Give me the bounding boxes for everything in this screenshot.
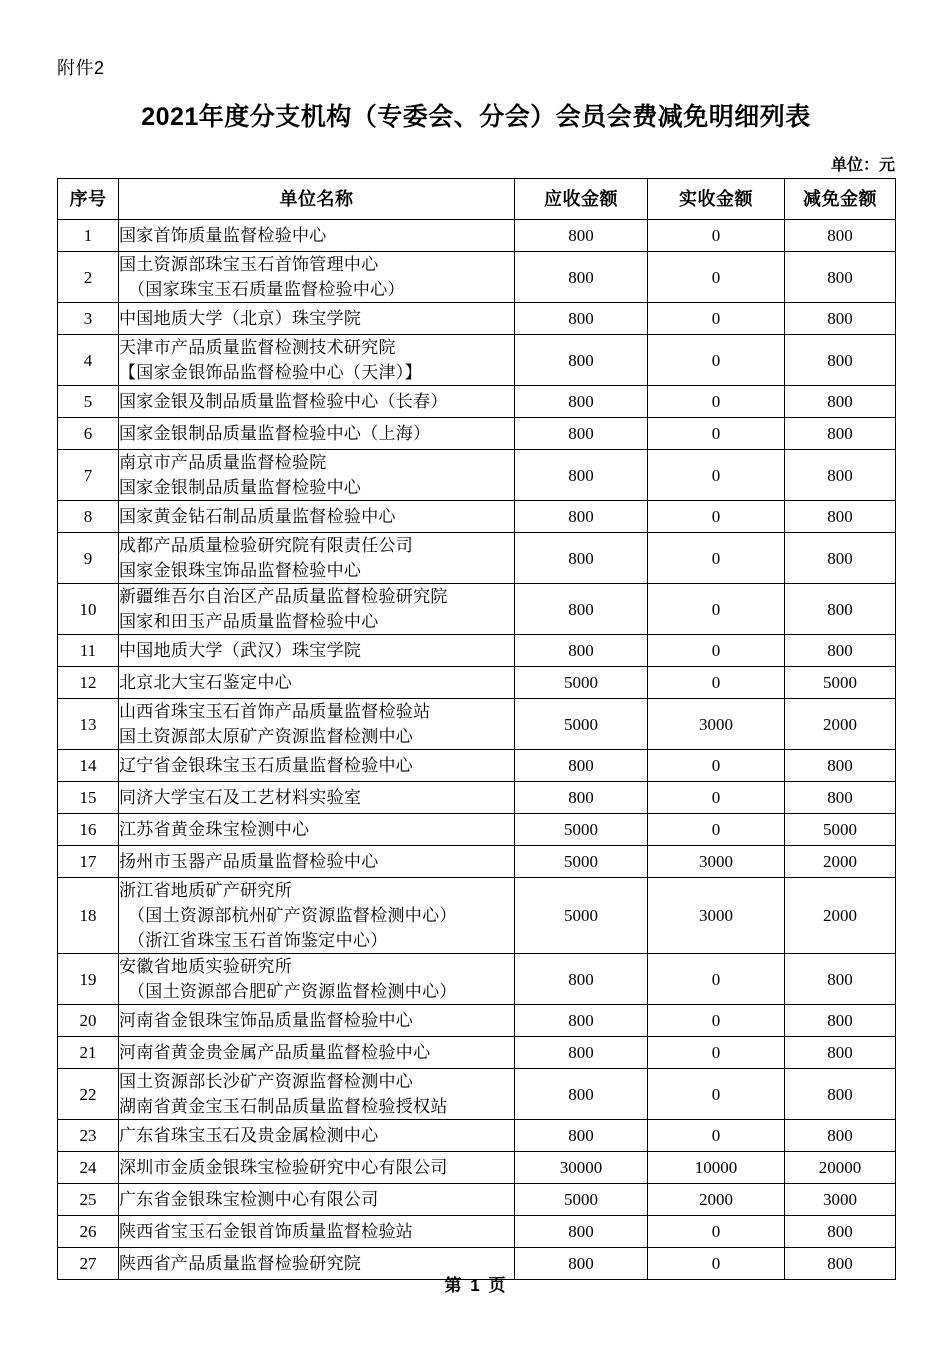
unit-name-line: 国家金银珠宝饰品监督检验中心: [119, 561, 362, 580]
unit-name-line: 中国地质大学（北京）珠宝学院: [119, 309, 362, 328]
unit-name-line: 河南省金银珠宝饰品质量监督检验中心: [119, 1011, 414, 1030]
cell-unit-name: [119, 418, 515, 450]
unit-name-line: 国家和田玉产品质量监督检验中心: [119, 612, 379, 631]
table-row: [58, 954, 896, 1005]
cell-seq: 4: [58, 335, 119, 386]
cell-due-amount: 800: [515, 303, 648, 335]
cell-paid-amount: 0: [648, 814, 785, 846]
attachment-label: 附件2: [57, 58, 105, 78]
table-row: [58, 878, 896, 954]
cell-paid-amount: 0: [648, 335, 785, 386]
cell-waived-amount: 800: [785, 1069, 896, 1120]
unit-name-line: （国土资源部杭州矿产资源监督检测中心）: [128, 906, 457, 925]
table-row: [58, 501, 896, 533]
unit-name-line: 同济大学宝石及工艺材料实验室: [119, 788, 362, 807]
cell-paid-amount: 0: [648, 418, 785, 450]
cell-unit-name: [119, 1005, 515, 1037]
unit-name-line: 深圳市金质金银珠宝检验研究中心有限公司: [119, 1158, 448, 1177]
cell-waived-amount: 20000: [785, 1152, 896, 1184]
unit-name-line: 国土资源部长沙矿产资源监督检测中心: [119, 1072, 414, 1091]
cell-seq: 14: [58, 750, 119, 782]
cell-paid-amount: 0: [648, 501, 785, 533]
cell-waived-amount: 800: [785, 635, 896, 667]
cell-seq: 16: [58, 814, 119, 846]
unit-name-line: 山西省珠宝玉石首饰产品质量监督检验站: [119, 702, 431, 721]
cell-paid-amount: 0: [648, 1216, 785, 1248]
cell-waived-amount: 800: [785, 501, 896, 533]
unit-name-line: （浙江省珠宝玉石首饰鉴定中心）: [128, 931, 388, 950]
cell-paid-amount: 0: [648, 1120, 785, 1152]
table-row: [58, 1184, 896, 1216]
cell-unit-name: [119, 846, 515, 878]
cell-waived-amount: 800: [785, 252, 896, 303]
cell-due-amount: 800: [515, 418, 648, 450]
unit-name-line: 陕西省产品质量监督检验研究院: [119, 1254, 362, 1273]
cell-waived-amount: 800: [785, 1216, 896, 1248]
cell-waived-amount: 800: [785, 584, 896, 635]
table-row: [58, 1037, 896, 1069]
cell-unit-name: [119, 1069, 515, 1120]
cell-paid-amount: 0: [648, 782, 785, 814]
unit-name-line: 国家黄金钻石制品质量监督检验中心: [119, 507, 396, 526]
cell-seq: 11: [58, 635, 119, 667]
cell-waived-amount: 2000: [785, 878, 896, 954]
cell-due-amount: 5000: [515, 1184, 648, 1216]
table-row: [58, 1005, 896, 1037]
cell-seq: 5: [58, 386, 119, 418]
column-header-paid: 实收金额: [648, 179, 785, 220]
unit-name-line: 国家金银制品质量监督检验中心（上海）: [119, 424, 431, 443]
unit-name-line: 国家金银及制品质量监督检验中心（长春）: [119, 392, 448, 411]
cell-unit-name: [119, 386, 515, 418]
cell-paid-amount: 10000: [648, 1152, 785, 1184]
cell-unit-name: [119, 750, 515, 782]
cell-seq: 22: [58, 1069, 119, 1120]
cell-unit-name: [119, 450, 515, 501]
cell-unit-name: [119, 1152, 515, 1184]
cell-waived-amount: 800: [785, 782, 896, 814]
cell-unit-name: [119, 252, 515, 303]
cell-seq: 15: [58, 782, 119, 814]
cell-waived-amount: 5000: [785, 667, 896, 699]
unit-name-line: 国土资源部珠宝玉石首饰管理中心: [119, 255, 379, 274]
cell-unit-name: [119, 635, 515, 667]
cell-seq: 13: [58, 699, 119, 750]
cell-unit-name: [119, 220, 515, 252]
table-row: [58, 533, 896, 584]
unit-name-line: 国家首饰质量监督检验中心: [119, 226, 327, 245]
cell-unit-name: [119, 667, 515, 699]
table-row: [58, 252, 896, 303]
cell-seq: 1: [58, 220, 119, 252]
table-row: [58, 386, 896, 418]
table-row: [58, 782, 896, 814]
cell-unit-name: [119, 303, 515, 335]
unit-name-line: 安徽省地质实验研究所: [119, 957, 292, 976]
table-row: [58, 450, 896, 501]
unit-name-line: （国土资源部合肥矿产资源监督检测中心）: [128, 982, 457, 1001]
cell-unit-name: [119, 699, 515, 750]
cell-due-amount: 800: [515, 533, 648, 584]
cell-due-amount: 800: [515, 386, 648, 418]
cell-due-amount: 5000: [515, 699, 648, 750]
table-row: [58, 699, 896, 750]
cell-seq: 24: [58, 1152, 119, 1184]
unit-name-line: 江苏省黄金珠宝检测中心: [119, 820, 310, 839]
cell-due-amount: 800: [515, 1120, 648, 1152]
cell-due-amount: 5000: [515, 846, 648, 878]
cell-seq: 6: [58, 418, 119, 450]
cell-unit-name: [119, 533, 515, 584]
unit-name-line: 扬州市玉器产品质量监督检验中心: [119, 852, 379, 871]
cell-due-amount: 800: [515, 1216, 648, 1248]
unit-name-line: 新疆维吾尔自治区产品质量监督检验研究院: [119, 587, 448, 606]
cell-waived-amount: 2000: [785, 699, 896, 750]
cell-unit-name: [119, 1120, 515, 1152]
cell-waived-amount: 800: [785, 750, 896, 782]
unit-name-line: 中国地质大学（武汉）珠宝学院: [119, 641, 362, 660]
unit-name-line: 北京北大宝石鉴定中心: [119, 673, 292, 692]
unit-name-line: 辽宁省金银珠宝玉石质量监督检验中心: [119, 756, 414, 775]
cell-due-amount: 5000: [515, 878, 648, 954]
cell-paid-amount: 3000: [648, 878, 785, 954]
table-row: [58, 667, 896, 699]
cell-paid-amount: 2000: [648, 1184, 785, 1216]
cell-paid-amount: 0: [648, 252, 785, 303]
cell-due-amount: 800: [515, 1069, 648, 1120]
table-row: [58, 1069, 896, 1120]
page-title: 2021年度分支机构（专委会、分会）会员会费减免明细列表: [141, 103, 811, 131]
cell-due-amount: 800: [515, 335, 648, 386]
cell-seq: 17: [58, 846, 119, 878]
table-row: [58, 635, 896, 667]
cell-waived-amount: 2000: [785, 846, 896, 878]
table-row: [58, 303, 896, 335]
cell-unit-name: [119, 878, 515, 954]
cell-waived-amount: 800: [785, 1248, 896, 1280]
cell-seq: 25: [58, 1184, 119, 1216]
cell-paid-amount: 0: [648, 1037, 785, 1069]
cell-due-amount: 800: [515, 635, 648, 667]
unit-name-line: 天津市产品质量监督检测技术研究院: [119, 338, 396, 357]
cell-waived-amount: 800: [785, 335, 896, 386]
cell-paid-amount: 0: [648, 1069, 785, 1120]
cell-waived-amount: 800: [785, 1037, 896, 1069]
cell-waived-amount: 800: [785, 220, 896, 252]
cell-due-amount: 800: [515, 1005, 648, 1037]
cell-seq: 27: [58, 1248, 119, 1280]
cell-paid-amount: 0: [648, 1005, 785, 1037]
cell-paid-amount: 0: [648, 1248, 785, 1280]
cell-unit-name: [119, 501, 515, 533]
cell-due-amount: 800: [515, 1037, 648, 1069]
cell-paid-amount: 0: [648, 303, 785, 335]
cell-due-amount: 800: [515, 1248, 648, 1280]
cell-paid-amount: 0: [648, 584, 785, 635]
cell-due-amount: 800: [515, 584, 648, 635]
cell-waived-amount: 800: [785, 954, 896, 1005]
fee-waiver-table: [57, 178, 896, 1280]
cell-seq: 26: [58, 1216, 119, 1248]
cell-seq: 8: [58, 501, 119, 533]
cell-due-amount: 800: [515, 220, 648, 252]
cell-unit-name: [119, 954, 515, 1005]
column-header-due: 应收金额: [515, 179, 648, 220]
unit-name-line: 南京市产品质量监督检验院: [119, 453, 327, 472]
table-row: [58, 750, 896, 782]
table-row: [58, 335, 896, 386]
currency-unit-note: 单位：元: [830, 157, 895, 174]
column-header-name: 单位名称: [119, 179, 515, 220]
page-number-footer: 第 1 页: [444, 1276, 508, 1295]
cell-paid-amount: 0: [648, 220, 785, 252]
cell-due-amount: 800: [515, 252, 648, 303]
table-row: [58, 1152, 896, 1184]
cell-paid-amount: 0: [648, 450, 785, 501]
cell-seq: 12: [58, 667, 119, 699]
cell-seq: 7: [58, 450, 119, 501]
unit-name-line: 国家金银制品质量监督检验中心: [119, 478, 362, 497]
cell-due-amount: 800: [515, 954, 648, 1005]
cell-seq: 10: [58, 584, 119, 635]
unit-name-line: 成都产品质量检验研究院有限责任公司: [119, 536, 414, 555]
table-header-row: [58, 179, 896, 220]
cell-waived-amount: 800: [785, 386, 896, 418]
cell-seq: 23: [58, 1120, 119, 1152]
cell-waived-amount: 3000: [785, 1184, 896, 1216]
cell-seq: 9: [58, 533, 119, 584]
cell-waived-amount: 5000: [785, 814, 896, 846]
cell-due-amount: 5000: [515, 814, 648, 846]
table-row: [58, 584, 896, 635]
cell-paid-amount: 3000: [648, 846, 785, 878]
unit-name-line: 浙江省地质矿产研究所: [119, 881, 292, 900]
table-body: [58, 220, 896, 1280]
unit-name-line: 国土资源部太原矿产资源监督检测中心: [119, 727, 414, 746]
cell-paid-amount: 0: [648, 667, 785, 699]
unit-name-line: 广东省金银珠宝检测中心有限公司: [119, 1190, 379, 1209]
unit-name-line: 河南省黄金贵金属产品质量监督检验中心: [119, 1043, 431, 1062]
cell-waived-amount: 800: [785, 1005, 896, 1037]
cell-waived-amount: 800: [785, 533, 896, 584]
cell-due-amount: 5000: [515, 667, 648, 699]
cell-seq: 21: [58, 1037, 119, 1069]
cell-paid-amount: 0: [648, 954, 785, 1005]
cell-seq: 19: [58, 954, 119, 1005]
cell-due-amount: 30000: [515, 1152, 648, 1184]
cell-unit-name: [119, 584, 515, 635]
unit-name-line: 【国家金银饰品监督检验中心（天津）】: [119, 363, 422, 382]
column-header-seq: 序号: [58, 179, 119, 220]
table-row: [58, 846, 896, 878]
cell-paid-amount: 0: [648, 750, 785, 782]
column-header-waived: 减免金额: [785, 179, 896, 220]
unit-name-line: （国家珠宝玉石质量监督检验中心）: [128, 280, 405, 299]
cell-due-amount: 800: [515, 750, 648, 782]
cell-waived-amount: 800: [785, 303, 896, 335]
cell-paid-amount: 0: [648, 635, 785, 667]
table-row: [58, 1216, 896, 1248]
cell-paid-amount: 3000: [648, 699, 785, 750]
table-row: [58, 418, 896, 450]
cell-seq: 3: [58, 303, 119, 335]
cell-seq: 20: [58, 1005, 119, 1037]
unit-name-line: 湖南省黄金宝玉石制品质量监督检验授权站: [119, 1097, 448, 1116]
cell-unit-name: [119, 1184, 515, 1216]
cell-due-amount: 800: [515, 501, 648, 533]
table-row: [58, 814, 896, 846]
table-row: [58, 220, 896, 252]
cell-seq: 2: [58, 252, 119, 303]
cell-waived-amount: 800: [785, 1120, 896, 1152]
cell-unit-name: [119, 1037, 515, 1069]
cell-seq: 18: [58, 878, 119, 954]
cell-unit-name: [119, 782, 515, 814]
unit-name-line: 陕西省宝玉石金银首饰质量监督检验站: [119, 1222, 414, 1241]
cell-paid-amount: 0: [648, 533, 785, 584]
cell-unit-name: [119, 1216, 515, 1248]
cell-waived-amount: 800: [785, 418, 896, 450]
cell-unit-name: [119, 814, 515, 846]
cell-paid-amount: 0: [648, 386, 785, 418]
cell-waived-amount: 800: [785, 450, 896, 501]
table-row: [58, 1120, 896, 1152]
unit-name-line: 广东省珠宝玉石及贵金属检测中心: [119, 1126, 379, 1145]
cell-due-amount: 800: [515, 782, 648, 814]
cell-unit-name: [119, 335, 515, 386]
cell-due-amount: 800: [515, 450, 648, 501]
